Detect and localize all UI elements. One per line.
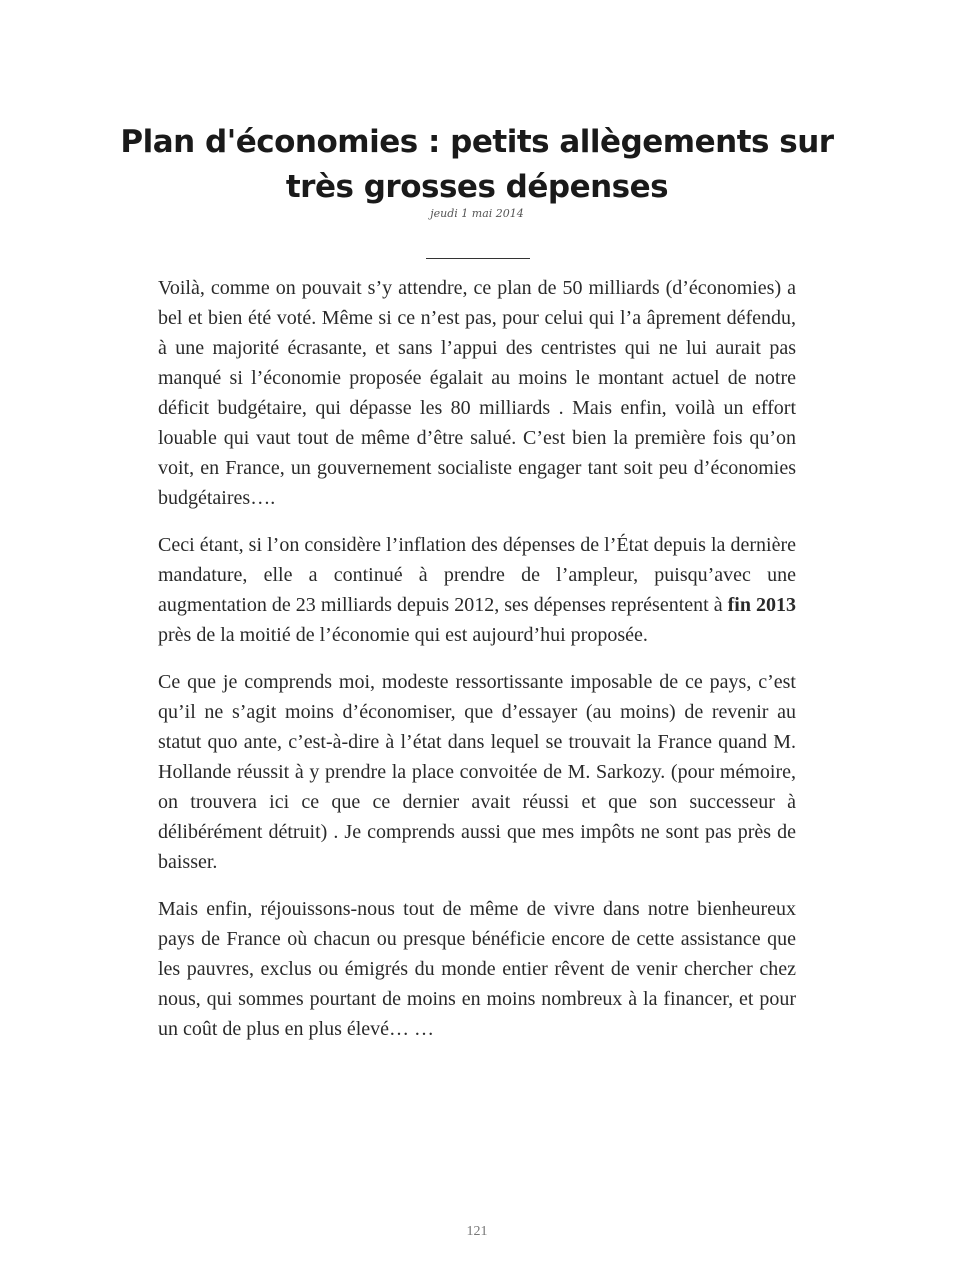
article-date: jeudi 1 mai 2014 (430, 207, 524, 220)
paragraph-3: Ce que je comprends moi, modeste ressortissante imposable de ce pays, c’est qu’il ne s’agit moins d’économiser, que d’essayer (au moins) de revenir au statut quo ante, c’est-à-dire à l’état dans lequel se trouvait la France quand M. Hollande réussit à y prendre la place convoitée de M. Sarkozy. (pour mémoire, on trouvera ici ce que ce dernier avait réussi et que son successeur à délibérément détruit) . Je comprends aussi que mes impôts ne sont pas près de baisser. (158, 671, 796, 873)
paragraph-2-end: près de la moitié de l’économie qui est aujourd’hui proposée. (158, 624, 648, 646)
paragraph-2-start: Ceci étant, si l’on considère l’inflation des dépenses de l’État depuis la dernière mandature, elle a continué à prendre de l’ampleur, puisqu’avec une augmentation de 23 milliards depuis 2012, ses dépenses représentent à (158, 534, 796, 616)
paragraph-1: Voilà, comme on pouvait s’y attendre, ce plan de 50 milliards (d’économies) a bel et bien été voté. Même si ce n’est pas, pour celui qui l’a âprement défendu, à une majorité écrasante, et sans l’appui des centristes qui ne lui aurait pas manqué si l’économie proposée égalait au moins le montant actuel de notre déficit budgétaire, qui dépasse les 80 milliards . Mais enfin, voilà un effort louable qui vaut tout de même d’être salué. C’est bien la première fois qu’on voit, en France, un gouvernement socialiste engager tant soit peu d’économies budgétaires…. (158, 277, 796, 509)
paragraph-2-bold: fin 2013 (727, 594, 796, 616)
page-number: 121 (466, 1224, 488, 1239)
article-body (158, 273, 796, 1061)
article-title: Plan d'économies : petits allègements sur très grosses dépenses (120, 124, 834, 205)
paragraph-2 (158, 530, 796, 650)
paragraph-4: Mais enfin, réjouissons-nous tout de même de vivre dans notre bienheureux pays de France où chacun ou presque bénéficie encore de cette assistance que les pauvres, exclus ou émigrés du monde entier rêvent de venir chercher chez nous, qui sommes pourtant de moins en moins nombreux à la financer, et pour un coût de plus en plus élevé… … (158, 898, 796, 1040)
title-separator (426, 258, 530, 259)
